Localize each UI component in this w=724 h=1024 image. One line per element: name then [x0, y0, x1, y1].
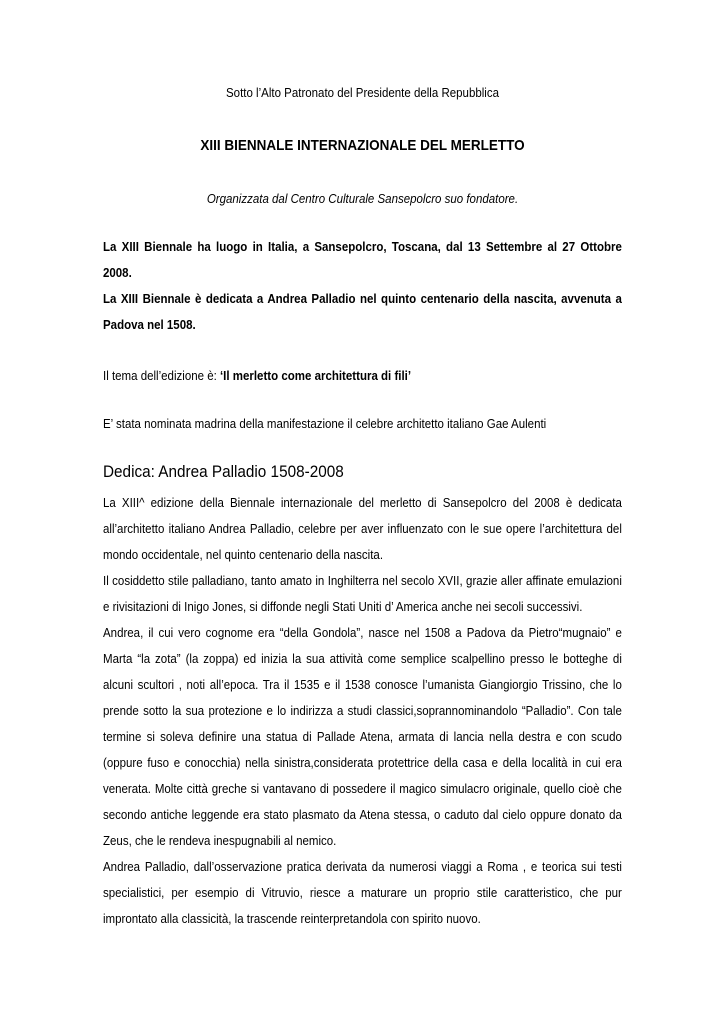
- dedica-body: [103, 490, 622, 932]
- madrina-line: [103, 411, 622, 437]
- document-subtitle: Organizzata dal Centro Culturale Sansepolcro suo fondatore.: [206, 192, 519, 206]
- intro-paragraph-dates: La XIII Biennale ha luogo in Italia, a Sansepolcro, Toscana, dal 13 Settembre al 27 Ottobre 2008.: [103, 240, 622, 280]
- theme-value: ‘Il merletto come architettura di fili’: [219, 369, 412, 383]
- intro-block: [103, 234, 622, 338]
- section-heading-dedica: Dedica: Andrea Palladio 1508-2008: [103, 462, 344, 481]
- theme-line: [103, 363, 622, 389]
- intro-paragraph-dedication: La XIII Biennale è dedicata a Andrea Palladio nel quinto centenario della nascita, avvenuta a Padova nel 1508.: [103, 292, 622, 332]
- theme-prefix: Il tema dell’edizione è:: [103, 369, 220, 383]
- patronage-line: Sotto l’Alto Patronato del Presidente della Repubblica: [226, 86, 499, 100]
- dedica-paragraph: La XIII^ edizione della Biennale internazionale del merletto di Sansepolcro del 2008 è dedicata all’architetto italiano Andrea Palladio, celebre per aver influenzato con le sue opere l’architettura del mondo occidentale, nel quinto centenario della nascita.: [103, 496, 622, 562]
- dedica-paragraph: Il cosiddetto stile palladiano, tanto amato in Inghilterra nel secolo XVII, grazie aller affinate emulazioni e rivisitazioni di Inigo Jones, si diffonde negli Stati Uniti d’ America anche nei secoli successivi.: [103, 574, 622, 614]
- dedica-paragraph: Andrea, il cui vero cognome era “della Gondola”, nasce nel 1508 a Padova da Pietro“mugnaio” e Marta “la zota” (la zoppa) ed inizia la sua attività come semplice scalpellino presso le botteghe di alcuni scultori , noti all’epoca. Tra il 1535 e il 1538 conosce l’umanista Giangiorgio Trissino, che lo prende sotto la sua protezione e lo indirizza a studi classici,soprannominandolo “Palladio”. Con tale termine si soleva definire una statua di Pallade Atena, armata di lancia nella destra e con scudo (oppure fuso e conocchia) nella sinistra,considerata protettrice della casa e della località in cui era venerata. Molte città greche si vantavano di possedere il magico simulacro originale, quello cioè che secondo antiche leggende era stato plasmato da Atena stessa, o caduto dal cielo oppure donato da Zeus, che le rendeva inespugnabili al nemico.: [103, 626, 622, 848]
- document-title: XIII BIENNALE INTERNAZIONALE DEL MERLETTO: [200, 137, 525, 154]
- madrina-text: E’ stata nominata madrina della manifestazione il celebre architetto italiano Gae Aulenti: [103, 417, 547, 431]
- dedica-paragraph: Andrea Palladio, dall’osservazione pratica derivata da numerosi viaggi a Roma , e teorica sui testi specialistici, per esempio di Vitruvio, riesce a maturare un proprio stile caratteristico, che pur improntato alla classicità, la trascende reinterpretandola con spirito nuovo.: [103, 860, 622, 926]
